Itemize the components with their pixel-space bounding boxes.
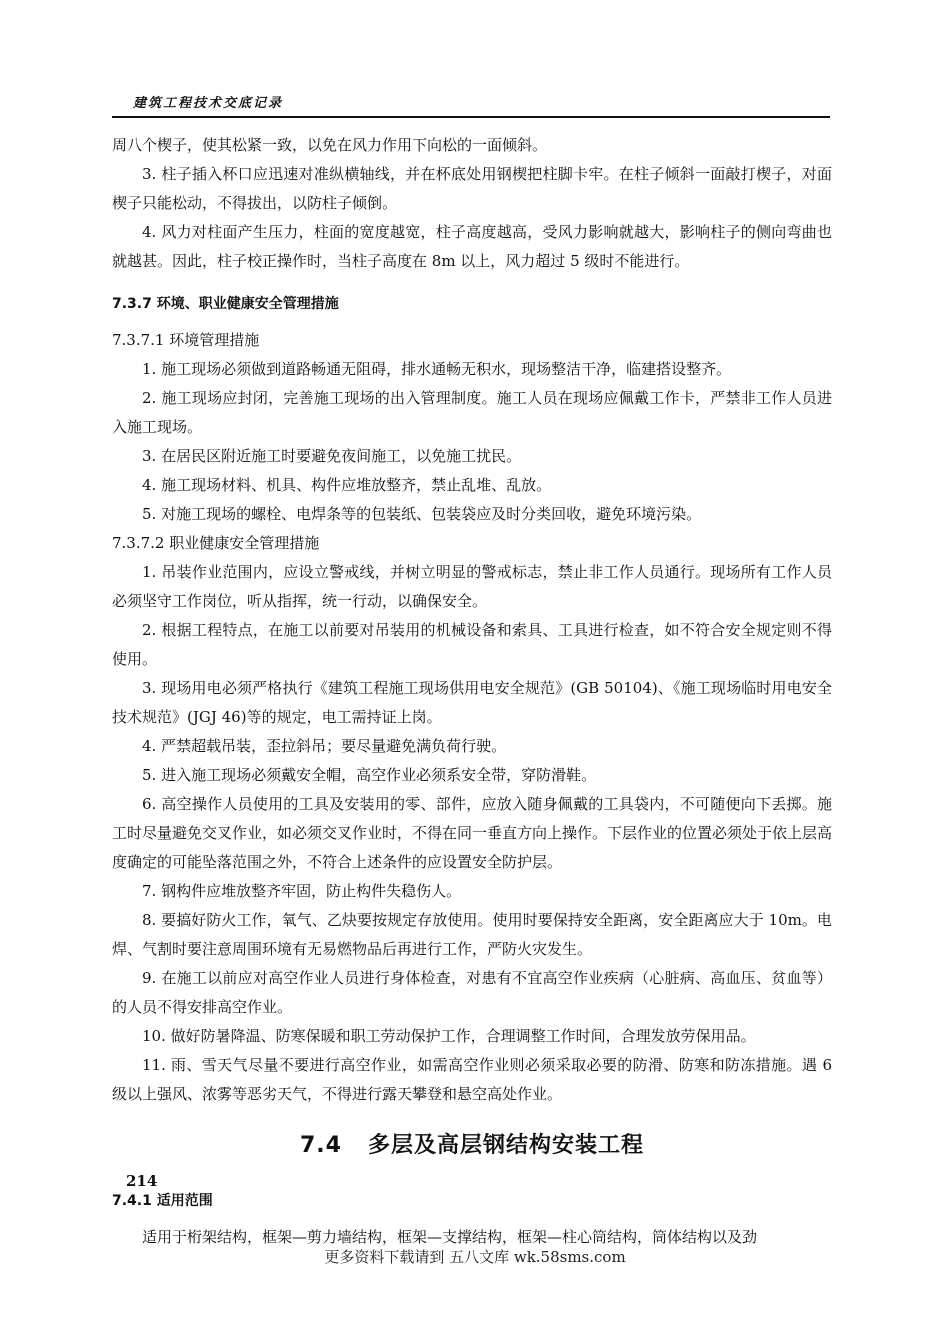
- section-heading-7-3-7: 7.3.7 环境、职业健康安全管理措施: [112, 296, 339, 312]
- paragraph: 适用于桁架结构，框架—剪力墙结构，框架—支撑结构，框架—柱心筒结构，筒体结构以及劲: [142, 1228, 758, 1246]
- list-item: 2. 施工现场应封闭，完善施工现场的出入管理制度。施工人员在现场应佩戴工作卡，严禁非工作人员进入施工现场。: [112, 389, 832, 436]
- list-item: 1. 施工现场必须做到道路畅通无阻碍，排水通畅无积水，现场整洁干净，临建搭设整齐。: [142, 360, 732, 378]
- footer-watermark-text: 更多资料下载请到 五八文库 wk.58sms.com: [324, 1248, 626, 1266]
- paragraph: 3. 柱子插入杯口应迅速对准纵横轴线，并在杯底处用钢楔把柱脚卡牢。在柱子倾斜一面敲打楔子，对面楔子只能松动，不得拔出，以防柱子倾倒。: [112, 165, 832, 212]
- list-item: 4. 施工现场材料、机具、构件应堆放整齐，禁止乱堆、乱放。: [142, 476, 552, 494]
- header-rule: [112, 116, 830, 118]
- paragraph: 4. 风力对柱面产生压力，柱面的宽度越宽，柱子高度越高，受风力影响就越大，影响柱子的侧向弯曲也就越甚。因此，柱子校正操作时，当柱子高度在 8m 以上，风力超过 5 级时不能进行。: [112, 223, 832, 270]
- list-item: 5. 对施工现场的螺栓、电焊条等的包装纸、包装袋应及时分类回收，避免环境污染。: [142, 505, 702, 523]
- list-item: 10. 做好防暑降温、防寒保暖和职工劳动保护工作，合理调整工作时间，合理发放劳保用品。: [142, 1027, 756, 1045]
- list-item: 4. 严禁超载吊装，歪拉斜吊；要尽量避免满负荷行驶。: [142, 737, 507, 755]
- list-item: 3. 在居民区附近施工时要避免夜间施工，以免施工扰民。: [142, 447, 522, 465]
- list-item: 11. 雨、雪天气尽量不要进行高空作业，如需高空作业则必须采取必要的防滑、防寒和防冻措施。遇 6 级以上强风、浓雾等恶劣天气，不得进行露天攀登和悬空高处作业。: [112, 1056, 832, 1103]
- chapter-title: 多层及高层钢结构安装工程: [367, 1133, 644, 1158]
- page-number: 214: [126, 1172, 158, 1190]
- list-item: 8. 要搞好防火工作，氧气、乙炔要按规定存放使用。使用时要保持安全距离，安全距离应大于 10m。电焊、气割时要注意周围环境有无易燃物品后再进行工作，严防火灾发生。: [112, 911, 832, 958]
- list-item: 7. 钢构件应堆放整齐牢固，防止构件失稳伤人。: [142, 882, 462, 900]
- chapter-number: 7.4: [300, 1133, 342, 1158]
- subsection-heading-7-3-7-2: 7.3.7.2 职业健康安全管理措施: [112, 534, 320, 552]
- list-item: 6. 高空操作人员使用的工具及安装用的零、部件，应放入随身佩戴的工具袋内，不可随便向下丢掷。施工时尽量避免交叉作业，如必须交叉作业时，不得在同一垂直方向上操作。下层作业的位置必须处于依上层高度确定的可能坠落范围之外，不符合上述条件的应设置安全防护层。: [112, 795, 833, 871]
- list-item: 9. 在施工以前应对高空作业人员进行身体检查，对患有不宜高空作业疾病（心脏病、高血压、贫血等）的人员不得安排高空作业。: [112, 969, 832, 1016]
- running-header: 建筑工程技术交底记录: [133, 96, 284, 111]
- section-heading-7-4-1: 7.4.1 适用范围: [112, 1193, 213, 1209]
- list-item: 1. 吊装作业范围内，应设立警戒线，并树立明显的警戒标志，禁止非工作人员通行。现场所有工作人员必须坚守工作岗位，听从指挥，统一行动，以确保安全。: [112, 563, 832, 610]
- paragraph: 周八个楔子，使其松紧一致，以免在风力作用下向松的一面倾斜。: [112, 136, 548, 154]
- list-item: 3. 现场用电必须严格执行《建筑工程施工现场供用电安全规范》(GB 50104)、《施工现场临时用电安全技术规范》(JGJ 46)等的规定，电工需持证上岗。: [112, 679, 832, 726]
- subsection-heading-7-3-7-1: 7.3.7.1 环境管理措施: [112, 331, 260, 349]
- list-item: 2. 根据工程特点，在施工以前要对吊装用的机械设备和索具、工具进行检查，如不符合安全规定则不得使用。: [112, 621, 832, 668]
- chapter-heading-7-4: [112, 1129, 832, 1163]
- page-body: [112, 131, 832, 1252]
- list-item: 5. 进入施工现场必须戴安全帽，高空作业必须系安全带，穿防滑鞋。: [142, 766, 597, 784]
